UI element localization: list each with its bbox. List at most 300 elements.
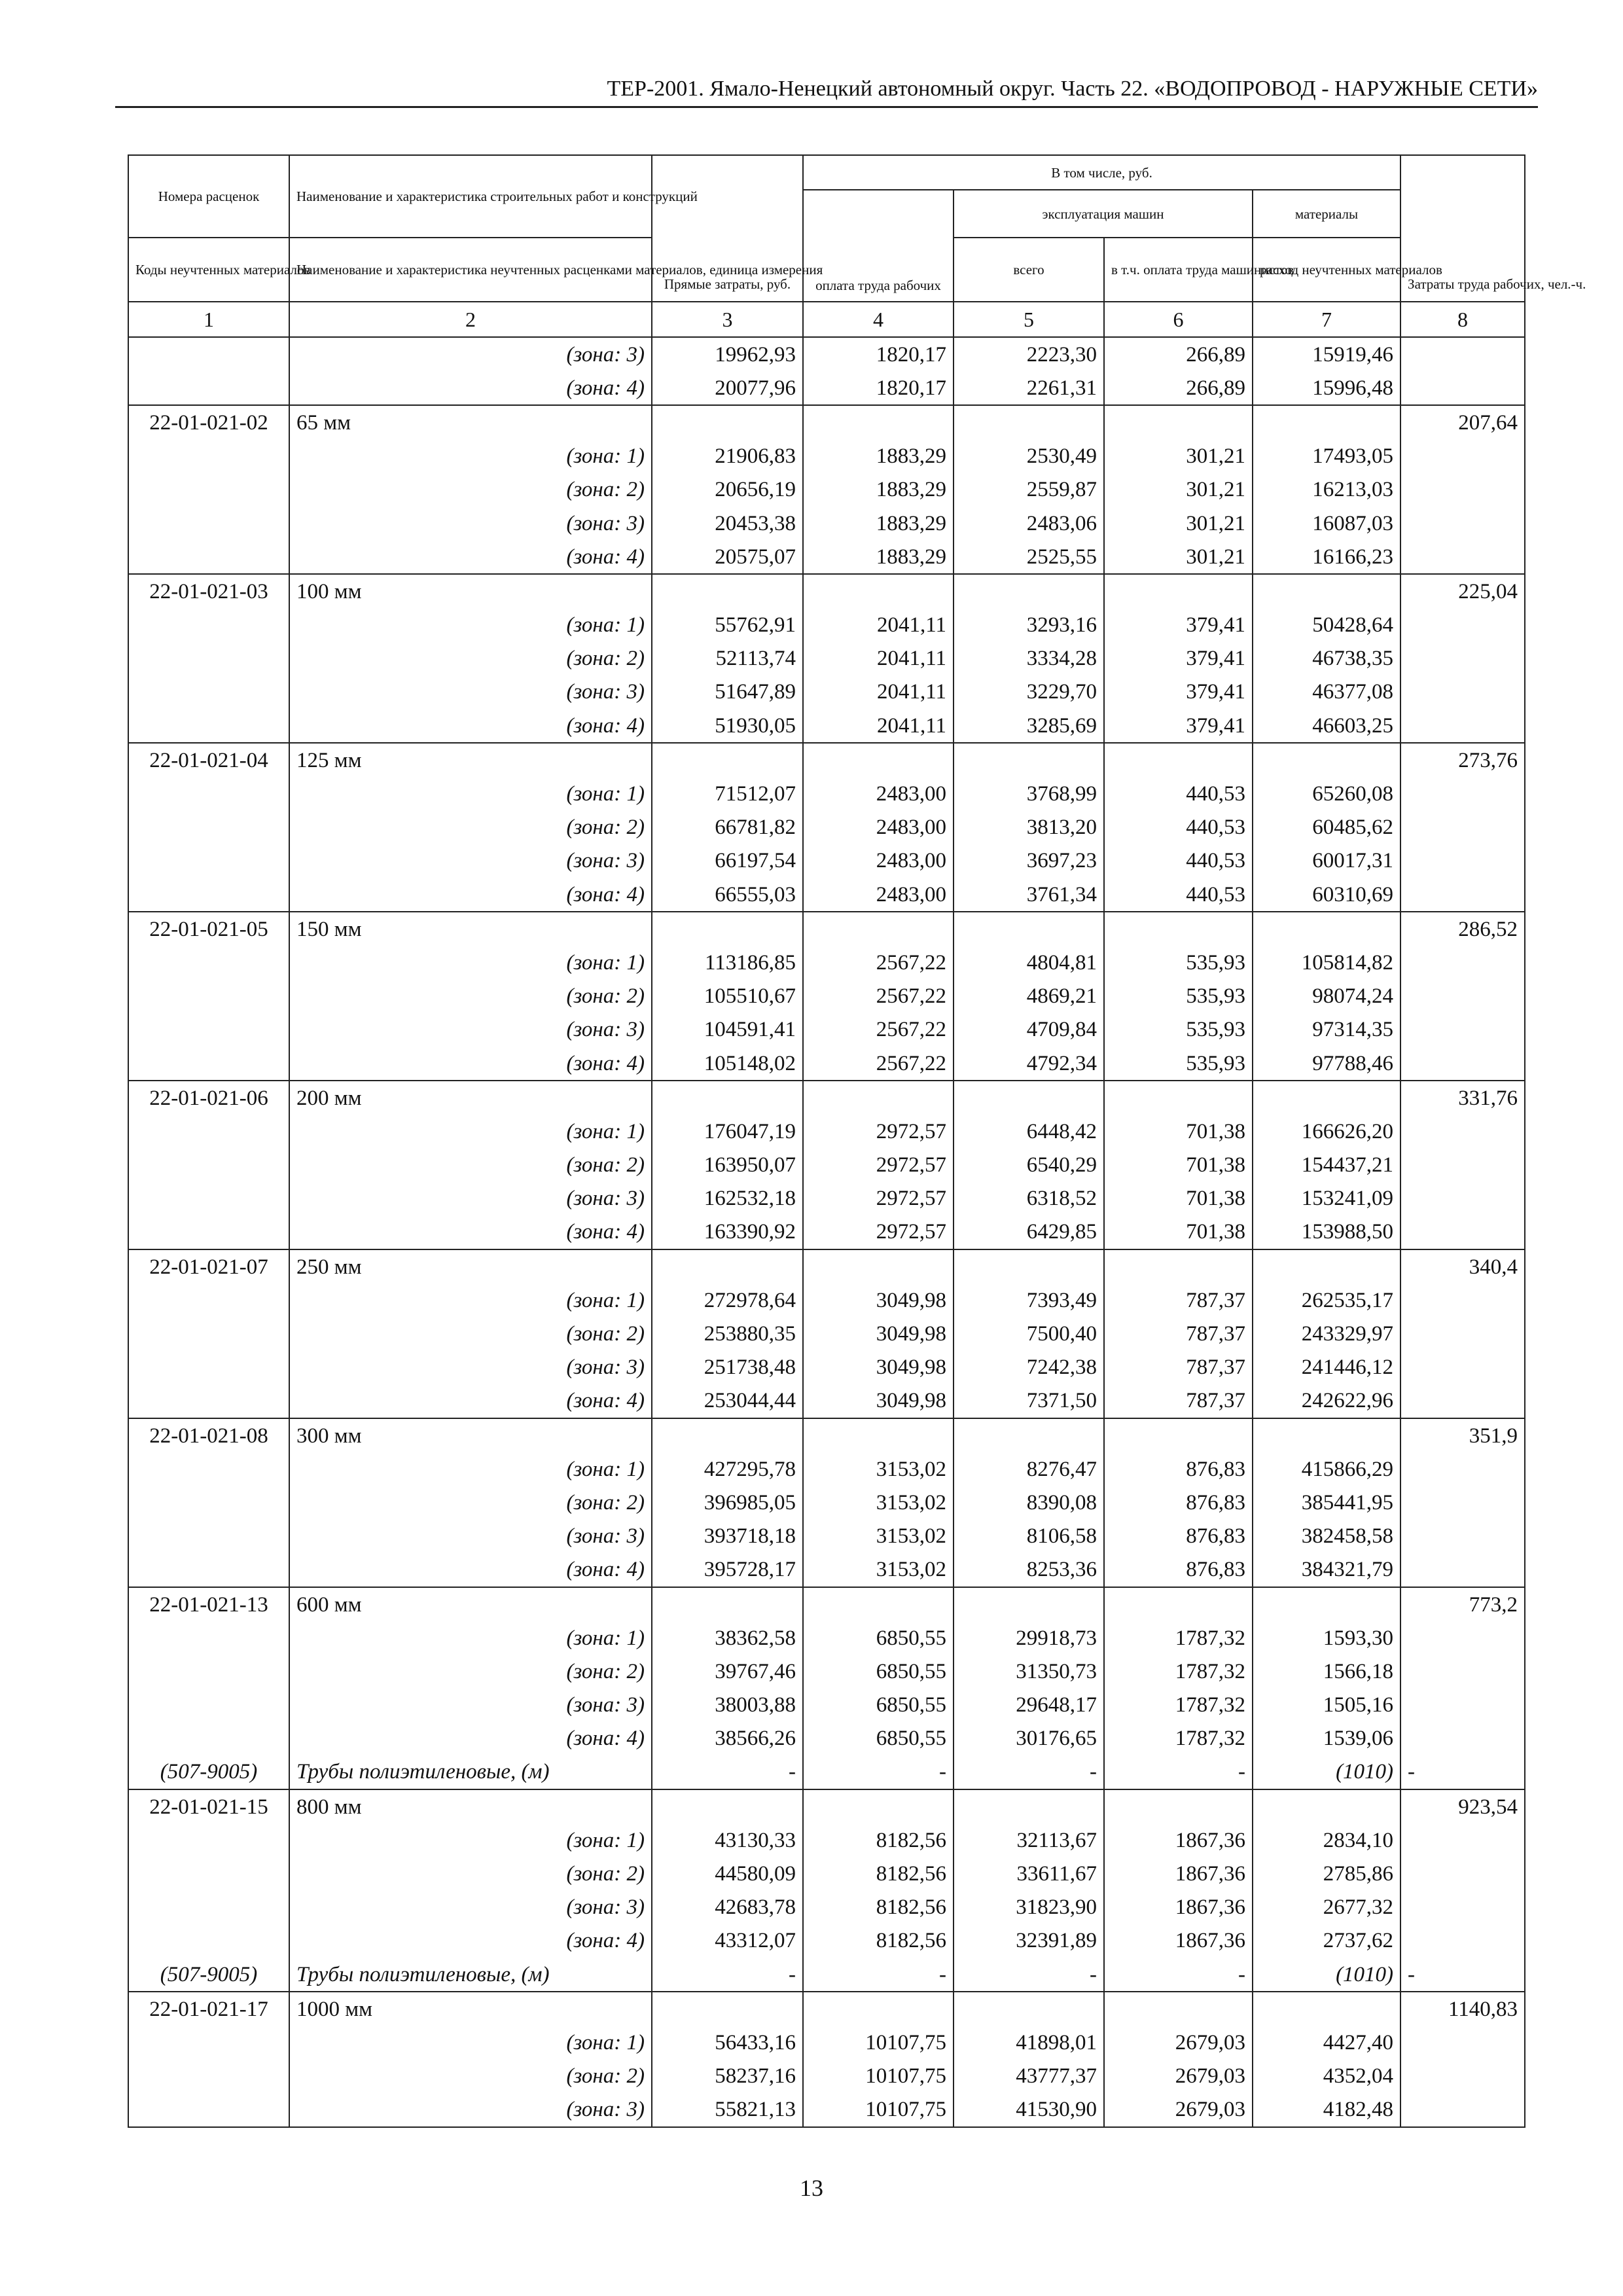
direct-costs-cell: [652, 743, 803, 777]
work-name-cell: 65 мм: [289, 405, 652, 439]
materials-value-cell: 4352,04: [1253, 2060, 1400, 2093]
worker-pay-cell: 2041,11: [803, 675, 954, 709]
machinist-pay-cell: [1104, 1992, 1253, 2026]
machines-total-cell: 2223,30: [954, 337, 1104, 371]
machinist-pay-cell: 535,93: [1104, 1013, 1253, 1047]
header-unaccounted-materials: расход неучтенных материалов: [1253, 238, 1400, 302]
machinist-pay-cell: 787,37: [1104, 1351, 1253, 1384]
machinist-pay-cell: 2679,03: [1104, 2026, 1253, 2059]
materials-value-cell: 15996,48: [1253, 371, 1400, 405]
worker-pay-cell: [803, 1789, 954, 1823]
machines-total-cell: 2483,06: [954, 507, 1104, 540]
materials-value-cell: 65260,08: [1253, 777, 1400, 810]
column-number: 1: [128, 302, 289, 337]
zone-row: [128, 1823, 1525, 1857]
labor-costs-cell: [1400, 1317, 1525, 1350]
direct-costs-cell: 21906,83: [652, 440, 803, 473]
machinist-pay-cell: [1104, 1789, 1253, 1823]
zone-row: [128, 1047, 1525, 1081]
materials-value-cell: 50428,64: [1253, 609, 1400, 642]
materials-value-cell: 4182,48: [1253, 2093, 1400, 2127]
rate-code-cell: [128, 946, 289, 979]
zone-row: [128, 2093, 1525, 2127]
machinist-pay-cell: 1867,36: [1104, 1857, 1253, 1890]
machinist-pay-cell: 1867,36: [1104, 1823, 1253, 1857]
rate-code-cell: [128, 337, 289, 371]
materials-value-cell: 153241,09: [1253, 1182, 1400, 1215]
labor-costs-cell: [1400, 844, 1525, 878]
labor-costs-cell: [1400, 473, 1525, 507]
direct-costs-cell: 20575,07: [652, 540, 803, 574]
machines-total-cell: 41530,90: [954, 2093, 1104, 2127]
worker-pay-cell: [803, 1081, 954, 1115]
machines-total-cell: 4804,81: [954, 946, 1104, 979]
direct-costs-cell: -: [652, 1958, 803, 1992]
worker-pay-cell: 2483,00: [803, 777, 954, 810]
work-name-cell: (зона: 1): [289, 609, 652, 642]
direct-costs-cell: 105510,67: [652, 980, 803, 1013]
materials-value-cell: [1253, 1418, 1400, 1452]
direct-costs-cell: 58237,16: [652, 2060, 803, 2093]
zone-row: [128, 878, 1525, 912]
machines-total-cell: 33611,67: [954, 1857, 1104, 1890]
machines-total-cell: 2525,55: [954, 540, 1104, 574]
machinist-pay-cell: 1867,36: [1104, 1924, 1253, 1958]
rate-code-cell: [128, 1215, 289, 1249]
direct-costs-cell: 113186,85: [652, 946, 803, 979]
worker-pay-cell: 2041,11: [803, 709, 954, 743]
column-number: 6: [1104, 302, 1253, 337]
machines-total-cell: 3697,23: [954, 844, 1104, 878]
worker-pay-cell: 1883,29: [803, 507, 954, 540]
work-name-cell: (зона: 4): [289, 1722, 652, 1755]
zone-row: [128, 1655, 1525, 1688]
machinist-pay-cell: 701,38: [1104, 1149, 1253, 1182]
rate-code-cell: [128, 1857, 289, 1890]
machinist-pay-cell: 1787,32: [1104, 1722, 1253, 1755]
machines-total-cell: [954, 743, 1104, 777]
rate-group-row: [128, 1418, 1525, 1452]
worker-pay-cell: 3049,98: [803, 1317, 954, 1350]
labor-costs-cell: [1400, 1452, 1525, 1486]
machines-total-cell: 3768,99: [954, 777, 1104, 810]
materials-value-cell: [1253, 405, 1400, 439]
rate-code-cell: (507-9005): [128, 1755, 289, 1789]
machinist-pay-cell: 440,53: [1104, 844, 1253, 878]
worker-pay-cell: 2567,22: [803, 980, 954, 1013]
labor-costs-cell: [1400, 507, 1525, 540]
worker-pay-cell: 3153,02: [803, 1486, 954, 1519]
worker-pay-cell: 3049,98: [803, 1351, 954, 1384]
worker-pay-cell: 6850,55: [803, 1689, 954, 1722]
machines-total-cell: 3285,69: [954, 709, 1104, 743]
machinist-pay-cell: [1104, 1418, 1253, 1452]
worker-pay-cell: 2483,00: [803, 811, 954, 844]
labor-costs-cell: [1400, 609, 1525, 642]
machinist-pay-cell: 787,37: [1104, 1283, 1253, 1317]
labor-costs-cell: 351,9: [1400, 1418, 1525, 1452]
materials-value-cell: 4427,40: [1253, 2026, 1400, 2059]
machines-total-cell: [954, 1081, 1104, 1115]
materials-value-cell: 1539,06: [1253, 1722, 1400, 1755]
direct-costs-cell: [652, 1249, 803, 1283]
labor-costs-cell: [1400, 1520, 1525, 1553]
header-including: В том числе, руб.: [803, 155, 1400, 190]
machinist-pay-cell: 787,37: [1104, 1384, 1253, 1418]
worker-pay-cell: 3153,02: [803, 1452, 954, 1486]
work-name-cell: (зона: 2): [289, 2060, 652, 2093]
worker-pay-cell: 8182,56: [803, 1823, 954, 1857]
rate-group-row: [128, 1789, 1525, 1823]
machinist-pay-cell: 876,83: [1104, 1520, 1253, 1553]
zone-row: [128, 1857, 1525, 1890]
rate-code-cell: [128, 1722, 289, 1755]
zone-row: [128, 777, 1525, 810]
labor-costs-cell: 773,2: [1400, 1587, 1525, 1621]
machinist-pay-cell: [1104, 912, 1253, 946]
rate-code-cell: [128, 507, 289, 540]
rate-code-cell: 22-01-021-06: [128, 1081, 289, 1115]
machinist-pay-cell: 2679,03: [1104, 2060, 1253, 2093]
worker-pay-cell: 2972,57: [803, 1149, 954, 1182]
materials-value-cell: (1010): [1253, 1755, 1400, 1789]
header-machinist-pay: в т.ч. оплата труда машинистов: [1104, 238, 1253, 302]
zone-row: [128, 540, 1525, 574]
rate-code-cell: [128, 2060, 289, 2093]
work-name-cell: (зона: 3): [289, 2093, 652, 2127]
machines-total-cell: 4709,84: [954, 1013, 1104, 1047]
machines-total-cell: [954, 912, 1104, 946]
direct-costs-cell: 19962,93: [652, 337, 803, 371]
machinist-pay-cell: 301,21: [1104, 507, 1253, 540]
worker-pay-cell: 3049,98: [803, 1283, 954, 1317]
materials-value-cell: 98074,24: [1253, 980, 1400, 1013]
rate-code-cell: [128, 1317, 289, 1350]
labor-costs-cell: [1400, 777, 1525, 810]
work-name-cell: 600 мм: [289, 1587, 652, 1621]
work-name-cell: (зона: 4): [289, 878, 652, 912]
machines-total-cell: 3813,20: [954, 811, 1104, 844]
machines-total-cell: 3334,28: [954, 642, 1104, 675]
work-name-cell: (зона: 4): [289, 371, 652, 405]
work-name-cell: (зона: 4): [289, 1047, 652, 1081]
rate-code-cell: 22-01-021-15: [128, 1789, 289, 1823]
rate-code-cell: [128, 1351, 289, 1384]
materials-value-cell: 15919,46: [1253, 337, 1400, 371]
labor-costs-cell: [1400, 1215, 1525, 1249]
zone-row: [128, 1924, 1525, 1958]
worker-pay-cell: 2041,11: [803, 642, 954, 675]
materials-value-cell: [1253, 574, 1400, 608]
machines-total-cell: 6540,29: [954, 1149, 1104, 1182]
work-name-cell: (зона: 3): [289, 1891, 652, 1924]
zone-row: [128, 440, 1525, 473]
materials-value-cell: 2834,10: [1253, 1823, 1400, 1857]
rate-code-cell: (507-9005): [128, 1958, 289, 1992]
direct-costs-cell: 43130,33: [652, 1823, 803, 1857]
direct-costs-cell: 105148,02: [652, 1047, 803, 1081]
direct-costs-cell: 39767,46: [652, 1655, 803, 1688]
materials-value-cell: [1253, 743, 1400, 777]
direct-costs-cell: 56433,16: [652, 2026, 803, 2059]
rate-code-cell: 22-01-021-13: [128, 1587, 289, 1621]
zone-row: [128, 1722, 1525, 1755]
machines-total-cell: 41898,01: [954, 2026, 1104, 2059]
zone-row: [128, 473, 1525, 507]
labor-costs-cell: [1400, 1047, 1525, 1081]
worker-pay-cell: 2972,57: [803, 1115, 954, 1148]
labor-costs-cell: [1400, 1182, 1525, 1215]
rate-code-cell: [128, 1553, 289, 1587]
rate-code-cell: [128, 675, 289, 709]
labor-costs-cell: [1400, 1891, 1525, 1924]
work-name-cell: (зона: 3): [289, 1689, 652, 1722]
header-machines: эксплуатация машин: [954, 190, 1253, 238]
machines-total-cell: [954, 405, 1104, 439]
zone-row: [128, 1452, 1525, 1486]
labor-costs-cell: [1400, 642, 1525, 675]
labor-costs-cell: 340,4: [1400, 1249, 1525, 1283]
worker-pay-cell: 6850,55: [803, 1621, 954, 1655]
direct-costs-cell: 66555,03: [652, 878, 803, 912]
rate-code-cell: [128, 980, 289, 1013]
labor-costs-cell: [1400, 878, 1525, 912]
work-name-cell: (зона: 4): [289, 1384, 652, 1418]
direct-costs-cell: [652, 1081, 803, 1115]
work-name-cell: (зона: 3): [289, 1013, 652, 1047]
zone-row: [128, 371, 1525, 405]
worker-pay-cell: 1883,29: [803, 540, 954, 574]
column-number: 7: [1253, 302, 1400, 337]
zone-row: [128, 675, 1525, 709]
column-number: 5: [954, 302, 1104, 337]
direct-costs-cell: 176047,19: [652, 1115, 803, 1148]
rate-group-row: [128, 1992, 1525, 2026]
labor-costs-cell: [1400, 1621, 1525, 1655]
zone-row: [128, 337, 1525, 371]
direct-costs-cell: 162532,18: [652, 1182, 803, 1215]
rate-code-cell: [128, 1655, 289, 1688]
work-name-cell: (зона: 2): [289, 811, 652, 844]
header-worker-pay: оплата труда рабочих: [803, 190, 954, 302]
header-labor-costs: Затраты труда рабочих, чел.-ч.: [1400, 155, 1525, 302]
materials-value-cell: 16087,03: [1253, 507, 1400, 540]
labor-costs-cell: [1400, 1351, 1525, 1384]
worker-pay-cell: 3153,02: [803, 1553, 954, 1587]
worker-pay-cell: 8182,56: [803, 1924, 954, 1958]
rate-code-cell: [128, 1486, 289, 1519]
machines-total-cell: 30176,65: [954, 1722, 1104, 1755]
machinist-pay-cell: 1787,32: [1104, 1689, 1253, 1722]
direct-costs-cell: 393718,18: [652, 1520, 803, 1553]
machinist-pay-cell: 379,41: [1104, 709, 1253, 743]
labor-costs-cell: [1400, 1924, 1525, 1958]
labor-costs-cell: [1400, 2093, 1525, 2127]
direct-costs-cell: 38362,58: [652, 1621, 803, 1655]
machinist-pay-cell: [1104, 574, 1253, 608]
machines-total-cell: 7242,38: [954, 1351, 1104, 1384]
zone-row: [128, 1891, 1525, 1924]
machines-total-cell: 8253,36: [954, 1553, 1104, 1587]
direct-costs-cell: 55762,91: [652, 609, 803, 642]
rate-code-cell: [128, 811, 289, 844]
work-name-cell: 1000 мм: [289, 1992, 652, 2026]
materials-value-cell: 46603,25: [1253, 709, 1400, 743]
labor-costs-cell: 225,04: [1400, 574, 1525, 608]
materials-value-cell: 166626,20: [1253, 1115, 1400, 1148]
materials-value-cell: 16213,03: [1253, 473, 1400, 507]
materials-value-cell: 60017,31: [1253, 844, 1400, 878]
rate-code-cell: [128, 1520, 289, 1553]
labor-costs-cell: -: [1400, 1958, 1525, 1992]
machines-total-cell: 3761,34: [954, 878, 1104, 912]
direct-costs-cell: 38003,88: [652, 1689, 803, 1722]
materials-value-cell: (1010): [1253, 1958, 1400, 1992]
work-name-cell: 200 мм: [289, 1081, 652, 1115]
machinist-pay-cell: 301,21: [1104, 440, 1253, 473]
machines-total-cell: 31350,73: [954, 1655, 1104, 1688]
direct-costs-cell: [652, 1418, 803, 1452]
worker-pay-cell: 2567,22: [803, 1047, 954, 1081]
materials-value-cell: 241446,12: [1253, 1351, 1400, 1384]
worker-pay-cell: [803, 1418, 954, 1452]
work-name-cell: (зона: 2): [289, 1317, 652, 1350]
machines-total-cell: 3293,16: [954, 609, 1104, 642]
machinist-pay-cell: 440,53: [1104, 878, 1253, 912]
labor-costs-cell: [1400, 811, 1525, 844]
labor-costs-cell: 1140,83: [1400, 1992, 1525, 2026]
materials-value-cell: 242622,96: [1253, 1384, 1400, 1418]
work-name-cell: 800 мм: [289, 1789, 652, 1823]
rate-code-cell: [128, 1823, 289, 1857]
machinist-pay-cell: -: [1104, 1958, 1253, 1992]
rate-code-cell: [128, 1115, 289, 1148]
zone-row: [128, 1553, 1525, 1587]
machines-total-cell: [954, 1587, 1104, 1621]
rates-table: [128, 154, 1586, 2128]
zone-row: [128, 1215, 1525, 1249]
machines-total-cell: 2530,49: [954, 440, 1104, 473]
direct-costs-cell: 43312,07: [652, 1924, 803, 1958]
worker-pay-cell: 2483,00: [803, 878, 954, 912]
machines-total-cell: 6429,85: [954, 1215, 1104, 1249]
machines-total-cell: [954, 1789, 1104, 1823]
machinist-pay-cell: 379,41: [1104, 642, 1253, 675]
machines-total-cell: 29918,73: [954, 1621, 1104, 1655]
work-name-cell: (зона: 1): [289, 946, 652, 979]
direct-costs-cell: [652, 1587, 803, 1621]
rate-code-cell: [128, 1182, 289, 1215]
worker-pay-cell: 10107,75: [803, 2060, 954, 2093]
direct-costs-cell: 66781,82: [652, 811, 803, 844]
rate-code-cell: 22-01-021-02: [128, 405, 289, 439]
machinist-pay-cell: 701,38: [1104, 1182, 1253, 1215]
materials-value-cell: [1253, 1081, 1400, 1115]
work-name-cell: (зона: 1): [289, 1115, 652, 1148]
machines-total-cell: 2261,31: [954, 371, 1104, 405]
worker-pay-cell: [803, 574, 954, 608]
worker-pay-cell: 2041,11: [803, 609, 954, 642]
direct-costs-cell: 20453,38: [652, 507, 803, 540]
materials-value-cell: 2785,86: [1253, 1857, 1400, 1890]
machinist-pay-cell: 876,83: [1104, 1486, 1253, 1519]
worker-pay-cell: 3153,02: [803, 1520, 954, 1553]
header-direct-costs: Прямые затраты, руб.: [652, 155, 803, 302]
materials-value-cell: 1505,16: [1253, 1689, 1400, 1722]
machines-total-cell: 7500,40: [954, 1317, 1104, 1350]
zone-row: [128, 1486, 1525, 1519]
materials-value-cell: 262535,17: [1253, 1283, 1400, 1317]
machinist-pay-cell: 1787,32: [1104, 1655, 1253, 1688]
labor-costs-cell: [1400, 540, 1525, 574]
worker-pay-cell: 1820,17: [803, 371, 954, 405]
direct-costs-cell: [652, 912, 803, 946]
machines-total-cell: 2559,87: [954, 473, 1104, 507]
zone-row: [128, 609, 1525, 642]
work-name-cell: (зона: 2): [289, 1149, 652, 1182]
material-row: [128, 1755, 1525, 1789]
materials-value-cell: 17493,05: [1253, 440, 1400, 473]
machinist-pay-cell: 440,53: [1104, 777, 1253, 810]
direct-costs-cell: 251738,48: [652, 1351, 803, 1384]
materials-value-cell: [1253, 1992, 1400, 2026]
direct-costs-cell: [652, 1789, 803, 1823]
direct-costs-cell: 253880,35: [652, 1317, 803, 1350]
rate-code-cell: [128, 1384, 289, 1418]
work-name-cell: (зона: 4): [289, 1924, 652, 1958]
worker-pay-cell: 10107,75: [803, 2026, 954, 2059]
materials-value-cell: 60485,62: [1253, 811, 1400, 844]
machines-total-cell: 6318,52: [954, 1182, 1104, 1215]
labor-costs-cell: [1400, 2026, 1525, 2059]
labor-costs-cell: [1400, 1384, 1525, 1418]
materials-value-cell: [1253, 912, 1400, 946]
worker-pay-cell: 2972,57: [803, 1182, 954, 1215]
machinist-pay-cell: 701,38: [1104, 1215, 1253, 1249]
work-name-cell: (зона: 1): [289, 1283, 652, 1317]
header-machines-total: всего: [954, 238, 1104, 302]
zone-row: [128, 980, 1525, 1013]
machines-total-cell: 43777,37: [954, 2060, 1104, 2093]
rate-code-cell: 22-01-021-08: [128, 1418, 289, 1452]
zone-row: [128, 946, 1525, 979]
worker-pay-cell: [803, 743, 954, 777]
zone-row: [128, 507, 1525, 540]
worker-pay-cell: 1883,29: [803, 473, 954, 507]
materials-value-cell: 97314,35: [1253, 1013, 1400, 1047]
rate-code-cell: [128, 844, 289, 878]
rate-code-cell: [128, 1891, 289, 1924]
header-col2-top: Наименование и характеристика строительных работ и конструкций: [289, 155, 652, 238]
machines-total-cell: 4869,21: [954, 980, 1104, 1013]
machines-total-cell: 6448,42: [954, 1115, 1104, 1148]
work-name-cell: 250 мм: [289, 1249, 652, 1283]
materials-value-cell: 16166,23: [1253, 540, 1400, 574]
zone-row: [128, 844, 1525, 878]
machinist-pay-cell: 379,41: [1104, 675, 1253, 709]
zone-row: [128, 1351, 1525, 1384]
labor-costs-cell: [1400, 1857, 1525, 1890]
direct-costs-cell: [652, 574, 803, 608]
machines-total-cell: 8106,58: [954, 1520, 1104, 1553]
machines-total-cell: 3229,70: [954, 675, 1104, 709]
work-name-cell: (зона: 4): [289, 709, 652, 743]
machinist-pay-cell: 876,83: [1104, 1452, 1253, 1486]
zone-row: [128, 2060, 1525, 2093]
worker-pay-cell: -: [803, 1755, 954, 1789]
zone-row: [128, 1013, 1525, 1047]
labor-costs-cell: [1400, 709, 1525, 743]
